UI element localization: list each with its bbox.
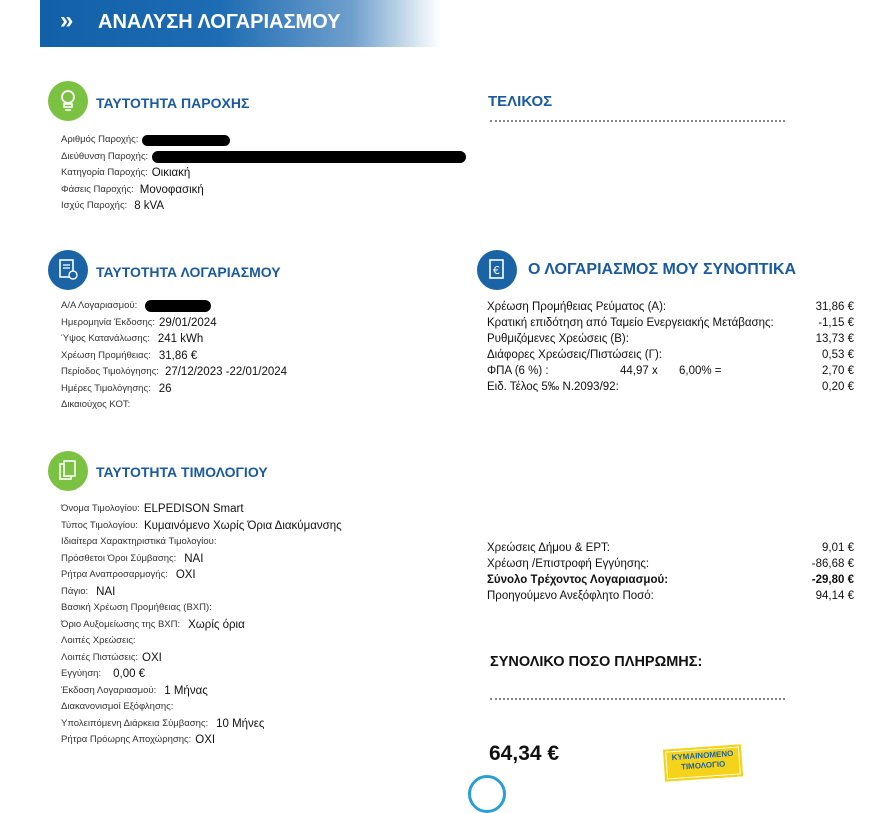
invoice-section-title: ΤΑΥΤΟΤΗΤΑ ΤΙΜΟΛΟΓΙΟΥ (96, 464, 268, 480)
summary-row (487, 379, 854, 395)
invoice-value: ΟΧΙ (142, 651, 162, 664)
consumption-row (61, 331, 287, 348)
invoice-row (61, 600, 342, 617)
billing-period-row (61, 364, 287, 381)
supply-phases-value: Μονοφασική (139, 183, 204, 196)
summary-section-title: Ο ΛΟΓΑΡΙΑΣΜΟΣ ΜΟΥ ΣΥΝΟΠΤΙΚΑ (528, 261, 797, 278)
supply-details (61, 132, 466, 215)
summary-label: Διάφορες Χρεώσεις/Πιστώσεις (Γ): (487, 349, 662, 361)
supply-address-label: Διεύθυνση Παροχής: (61, 150, 149, 162)
totals-row (487, 540, 854, 556)
invoice-value: 1 Μήνας (164, 684, 208, 697)
account-section-title: ΤΑΥΤΟΤΗΤΑ ΛΟΓΑΡΙΑΣΜΟΥ (96, 264, 281, 280)
payment-amount: 64,34 € (489, 742, 560, 765)
summary-label: Κρατική επιδότηση από Ταμείο Ενεργειακής Μετάβασης: (487, 317, 774, 329)
vat-breakdown (487, 363, 722, 379)
documents-icon (48, 451, 88, 491)
supply-section-title: ΤΑΥΤΟΤΗΤΑ ΠΑΡΟΧΗΣ (96, 95, 250, 111)
invoice-row (61, 666, 342, 683)
circle-icon (468, 775, 506, 813)
invoice-label: Ρήτρα Πρόωρης Αποχώρησης: (61, 734, 192, 746)
vat-row (487, 363, 854, 379)
invoice-value: Κυμαινόμενο Χωρίς Όρια Διακύμανσης (143, 519, 342, 532)
vat-rate: 6,00% = (679, 365, 722, 377)
supply-number-row (61, 132, 466, 149)
issue-date-label: Ημερομηνία Έκδοσης: (61, 316, 156, 328)
redacted-value (152, 151, 466, 163)
totals-value: -29,80 € (811, 574, 854, 586)
supply-category-value: Οικιακή (151, 167, 191, 179)
totals-value: 94,14 € (815, 590, 854, 602)
invoice-label: Διακανονισμοί Εξόφλησης: (61, 701, 174, 713)
totals-label: Προηγούμενο Ανεξόφλητο Ποσό: (487, 590, 654, 602)
svg-text:€: € (493, 264, 500, 277)
totals-row (487, 588, 854, 604)
summary-table (487, 299, 854, 395)
invoice-row (61, 501, 342, 518)
variable-tariff-stamp (663, 744, 743, 781)
invoice-label: Τύπος Τιμολογίου: (61, 519, 138, 531)
invoice-row (61, 617, 342, 634)
billing-period-value: 27/12/2023 -22/01/2024 (164, 366, 288, 378)
invoice-label: Ιδιαίτερα Χαρακτηριστικά Τιμολογίου: (61, 536, 217, 548)
summary-value: 31,86 € (815, 301, 854, 313)
supply-charge-label: Χρέωση Προμήθειας: (61, 349, 151, 361)
invoice-row (61, 567, 342, 584)
document-check-icon (48, 250, 88, 290)
invoice-value: ELPEDISON Smart (143, 503, 244, 516)
invoice-value: ΟΧΙ (175, 569, 196, 582)
kot-row (61, 397, 287, 414)
supply-power-label: Ισχύς Παροχής: (61, 200, 128, 211)
invoice-row (61, 551, 342, 568)
lightbulb-icon (48, 81, 88, 121)
invoice-value: ΟΧΙ (195, 734, 216, 747)
invoice-label: Όνομα Τιμολογίου: (61, 503, 140, 515)
account-number-row (61, 298, 287, 315)
totals-row (487, 556, 854, 572)
invoice-label: Πρόσθετοι Όροι Σύμβασης: (61, 552, 177, 564)
billing-period-label: Περίοδος Τιμολόγησης: (61, 366, 159, 377)
supply-phases-label: Φάσεις Παροχής: (61, 183, 134, 195)
payment-title: ΣΥΝΟΛΙΚΟ ΠΟΣΟ ΠΛΗΡΩΜΗΣ: (490, 654, 703, 670)
billing-days-row (61, 381, 287, 398)
invoice-value: ΝΑΙ (96, 585, 116, 598)
final-title: ΤΕΛΙΚΟΣ (488, 93, 553, 110)
redacted-value (142, 135, 230, 146)
section-banner (40, 0, 440, 47)
supply-phases-row (61, 182, 466, 199)
totals-table (487, 540, 854, 604)
invoice-label: Υπολειπόμενη Διάρκεια Σύμβασης: (61, 717, 209, 729)
consumption-value: 241 kWh (157, 333, 204, 345)
redacted-value (145, 300, 211, 312)
supply-category-row (61, 165, 466, 182)
supply-category-label: Κατηγορία Παροχής: (61, 167, 148, 178)
summary-value: -1,15 € (818, 317, 854, 329)
summary-value: 13,73 € (815, 333, 854, 345)
invoice-label: Λοιπές Πιστώσεις: (61, 651, 139, 663)
invoice-value: ΝΑΙ (184, 552, 204, 565)
summary-label: Ρυθμιζόμενες Χρεώσεις (Β): (487, 333, 629, 345)
billing-days-label: Ημέρες Τιμολόγησης: (61, 382, 151, 394)
summary-row (487, 299, 854, 315)
stamp-line: ΚΥΜΑΙΝΟΜΕΝΟ (671, 748, 734, 763)
summary-row (487, 331, 854, 347)
supply-power-value: 8 kVA (134, 200, 165, 212)
current-total-row (487, 572, 854, 588)
invoice-value: Χωρίς όρια (188, 618, 245, 631)
dotted-line (490, 120, 785, 122)
account-number-label: Α/Α Λογαριασμού: (61, 300, 138, 311)
supply-charge-row (61, 348, 287, 365)
summary-value: 0,20 € (822, 381, 854, 393)
invoice-row (61, 732, 342, 749)
invoice-row (61, 518, 342, 535)
totals-label: Σύνολο Τρέχοντος Λογαριασμού: (487, 574, 669, 586)
summary-row (487, 315, 854, 331)
invoice-label: Πάγιο: (61, 585, 89, 597)
invoice-label: Βασική Χρέωση Προμήθειας (ΒΧΠ): (61, 602, 212, 614)
invoice-label: Λοιπές Χρεώσεις: (61, 635, 136, 647)
invoice-value: 0,00 € (113, 668, 146, 681)
totals-label: Χρέωση /Επιστροφή Εγγύησης: (487, 558, 650, 570)
supply-power-row (61, 198, 466, 215)
invoice-row (61, 650, 342, 667)
issue-date-row (61, 315, 287, 332)
summary-label: Χρέωση Προμήθειας Ρεύματος (Α): (487, 301, 667, 313)
supply-address-row (61, 149, 466, 166)
vat-label: ΦΠΑ (6 %) : (487, 365, 549, 377)
invoice-row (61, 534, 342, 551)
supply-charge-value: 31,86 € (158, 349, 198, 362)
invoice-row (61, 633, 342, 650)
vat-value: 2,70 € (822, 365, 854, 377)
summary-row (487, 347, 854, 363)
dotted-line (490, 698, 785, 700)
invoice-row (61, 584, 342, 601)
page-title: ΑΝΑΛΥΣΗ ΛΟΓΑΡΙΑΣΜΟΥ (98, 11, 341, 33)
kot-label: Δικαιούχος ΚΟΤ: (61, 399, 131, 410)
account-details (61, 298, 287, 414)
issue-date-value: 29/01/2024 (159, 316, 217, 329)
summary-value: 0,53 € (822, 349, 854, 361)
consumption-label: Ύψος Κατανάλωσης: (61, 333, 150, 344)
invoice-row (61, 699, 342, 716)
supply-number-label: Αριθμός Παροχής: (61, 134, 139, 145)
billing-days-value: 26 (158, 382, 172, 395)
stamp-line: ΤΙΜΟΛΟΓΙΟ (680, 759, 726, 772)
totals-value: -86,68 € (811, 558, 854, 570)
double-chevron-icon: » (60, 7, 72, 34)
totals-label: Χρεώσεις Δήμου & ΕΡΤ: (487, 542, 610, 554)
invoice-value: 10 Μήνες (216, 717, 265, 730)
summary-label: Ειδ. Τέλος 5‰ Ν.2093/92: (487, 381, 619, 393)
invoice-label: Όριο Αυξομείωσης της ΒΧΠ: (61, 618, 181, 630)
invoice-row (61, 683, 342, 700)
invoice-label: Εγγύηση: (61, 668, 102, 680)
invoice-row (61, 716, 342, 733)
invoice-details (61, 501, 342, 749)
bill-euro-icon (477, 250, 517, 290)
totals-value: 9,01 € (822, 542, 854, 554)
vat-base: 44,97 x (620, 365, 658, 377)
invoice-label: Έκδοση Λογαριασμού: (61, 684, 157, 696)
invoice-label: Ρήτρα Αναπροσαρμογής: (61, 569, 168, 581)
